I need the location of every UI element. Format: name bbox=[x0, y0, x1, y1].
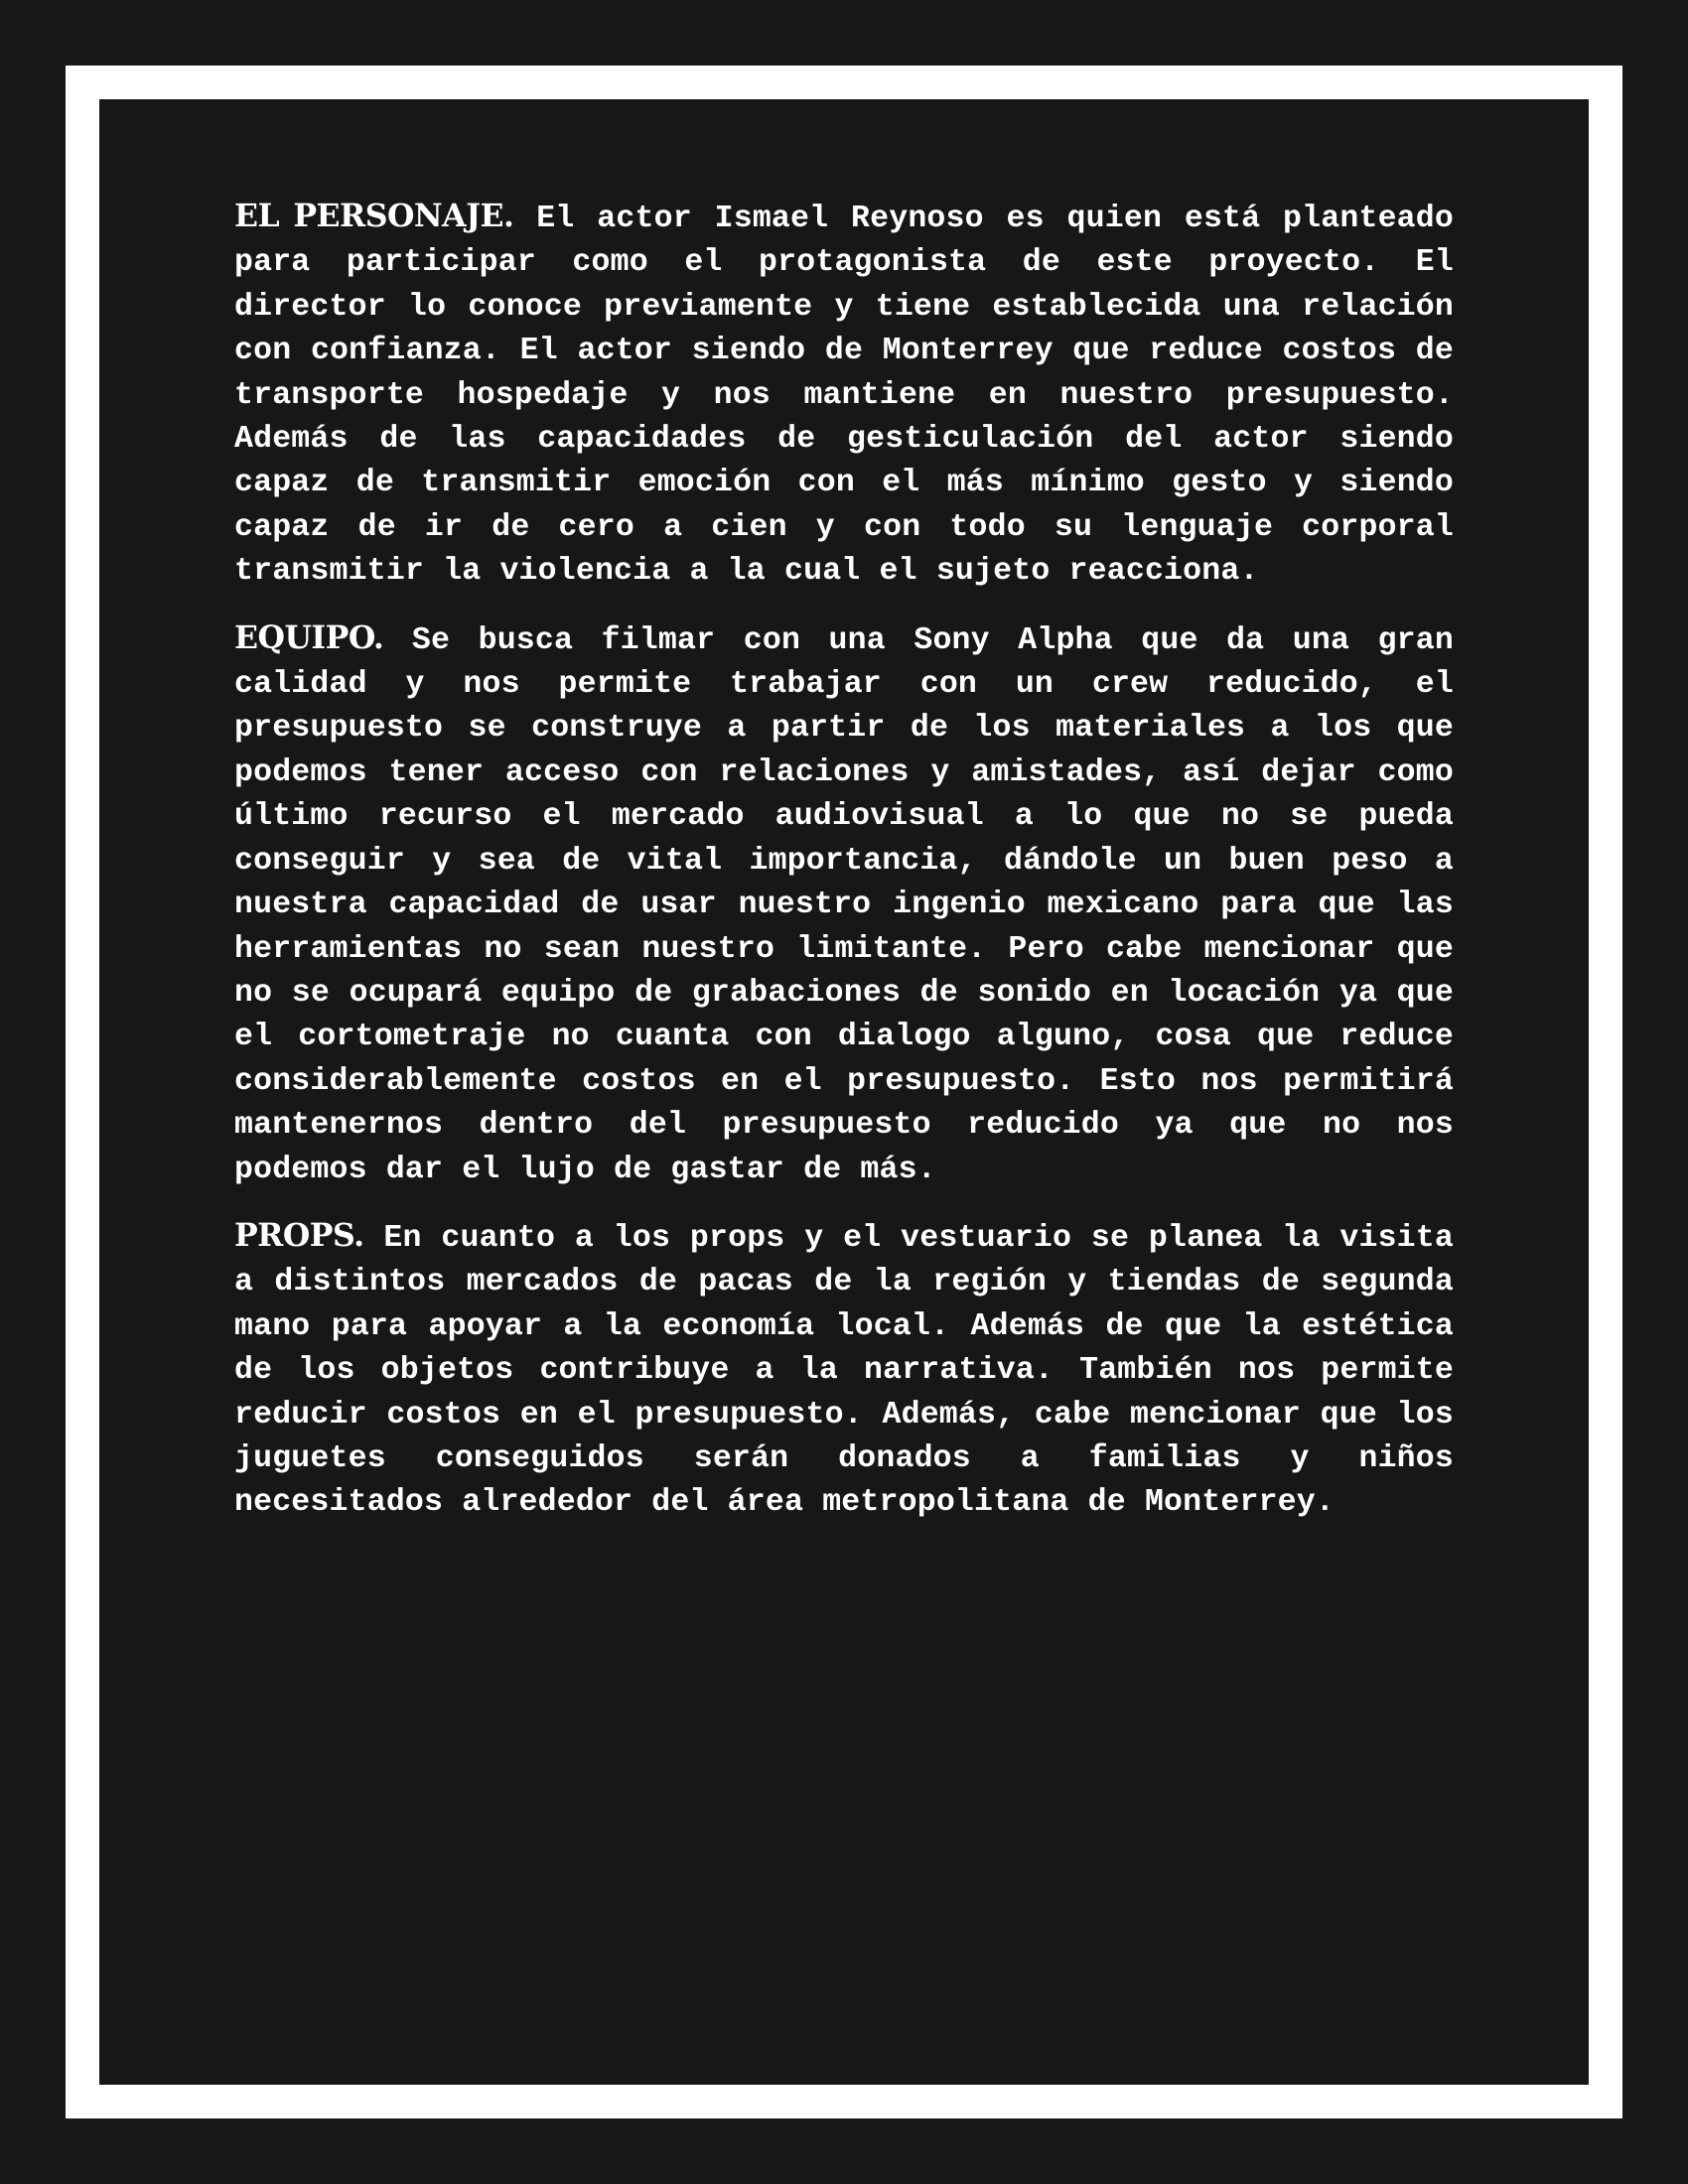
section-heading-personaje: EL PERSONAJE. bbox=[234, 198, 514, 234]
paragraph-text-personaje: El actor Ismael Reynoso es quien está planteado para participar como el protagonista de este proyecto. El director lo conoce previamente y tiene establecida una relación con confianza. El actor siendo de Monterrey que reduce costos de transporte hospedaje y nos mantiene en nuestro presupuesto. Además de las capacidades de gesticulación del actor siendo capaz de transmitir emoción con el más mínimo gesto y siendo capaz de ir de cero a cien y con todo su lenguaje corporal transmitir la violencia a la cual el sujeto reacciona. bbox=[234, 202, 1454, 590]
paragraph-text-props: En cuanto a los props y el vestuario se planea la visita a distintos mercados de pacas de la región y tiendas de segunda mano para apoyar a la economía local. Además de que la estética de los objetos contribuye a la narrativa. También nos permite reducir costos en el presupuesto. Además, cabe mencionar que los juguetes conseguidos serán donados a familias y niños necesitados alrededor del área metropolitana de Monterrey. bbox=[234, 1220, 1454, 1521]
paragraph-equipo bbox=[234, 616, 1454, 1192]
paragraph-personaje bbox=[234, 195, 1454, 595]
section-heading-props: PROPS. bbox=[234, 1216, 364, 1254]
section-heading-equipo: EQUIPO. bbox=[234, 618, 384, 656]
paragraph-text-equipo: Se busca filmar con una Sony Alpha que da una gran calidad y nos permite trabajar con un crew reducido, el presupuesto se construye a partir de los materiales a los que podemos tener acceso con relaciones y amistades, así dejar como último recurso el mercado audiovisual a lo que no se pueda conseguir y sea de vital importancia, dándole un buen peso a nuestra capacidad de usar nuestro ingenio mexicano para que las herramientas no sean nuestro limitante. Pero cabe mencionar que no se ocupará equipo de grabaciones de sonido en locación ya que el cortometraje no cuanta con dialogo alguno, cosa que reduce considerablemente costos en el presupuesto. Esto nos permitirá mantenernos dentro del presupuesto reducido ya que no nos podemos dar el lujo de gastar de más. bbox=[234, 622, 1454, 1187]
paragraph-props bbox=[234, 1214, 1454, 1526]
document-body bbox=[234, 195, 1454, 1548]
